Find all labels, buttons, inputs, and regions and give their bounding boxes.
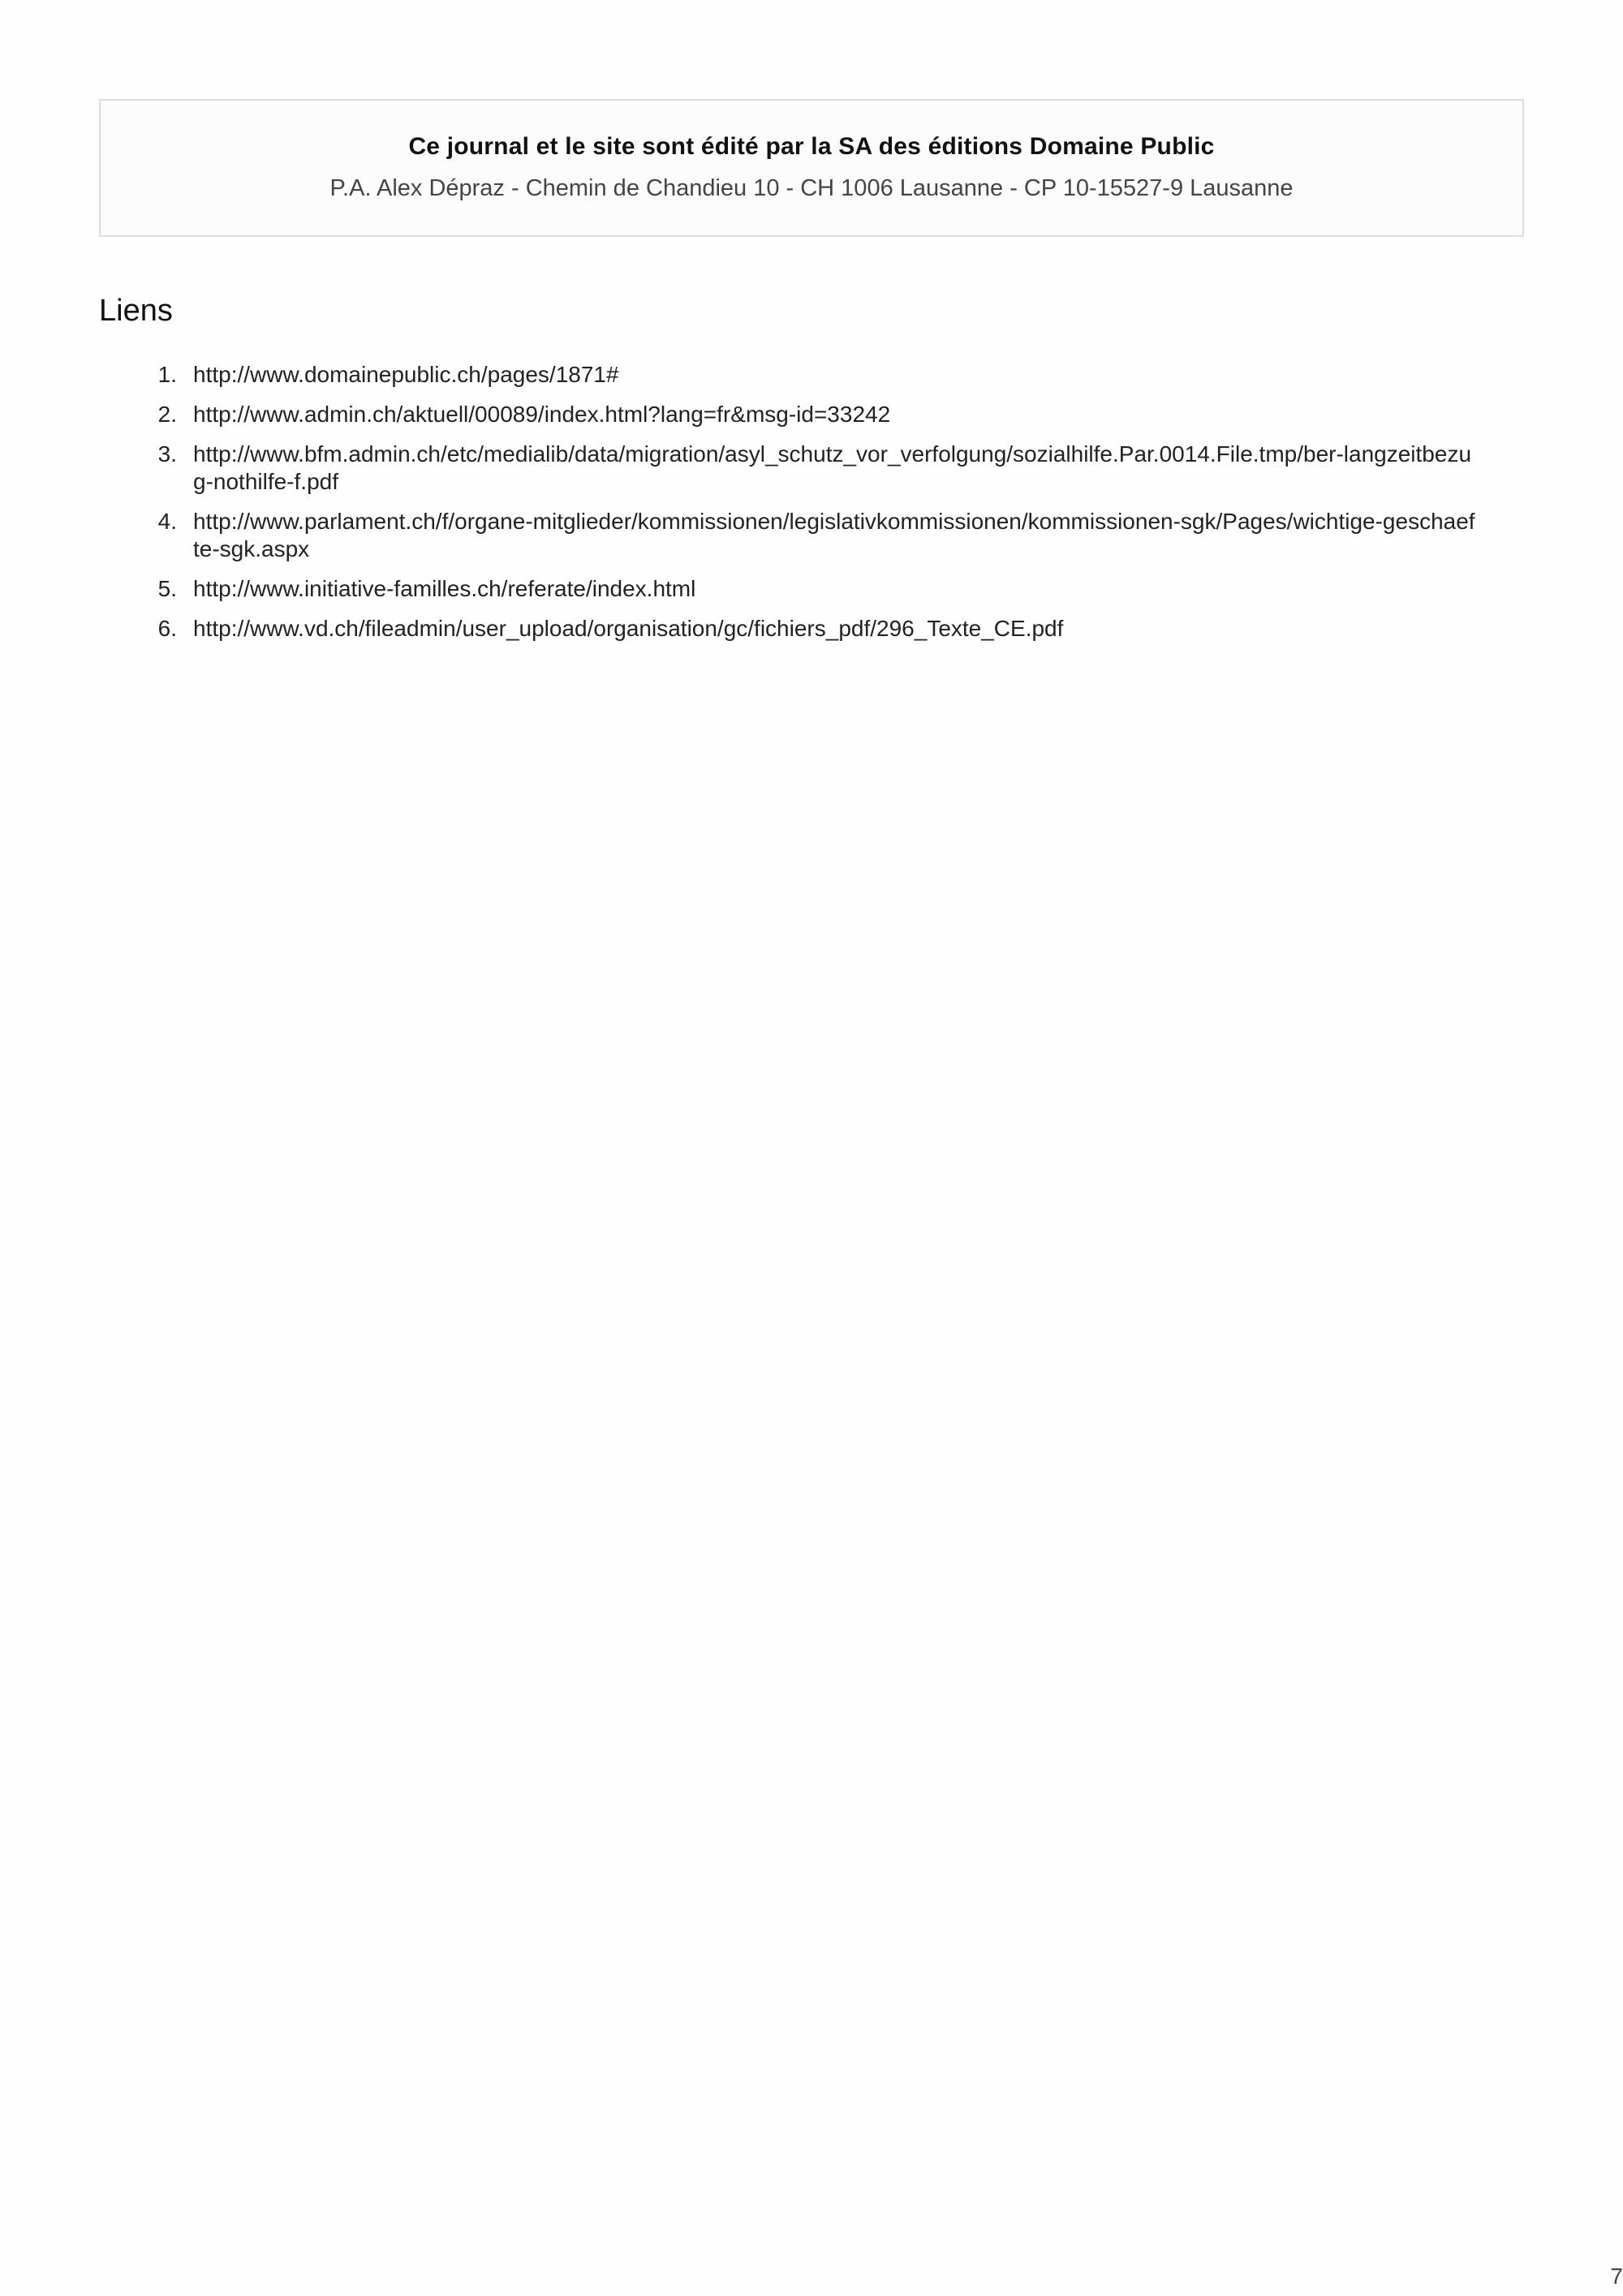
link-url[interactable]: http://www.admin.ch/aktuell/00089/index.html?lang=fr&msg-id=33242 xyxy=(193,402,891,427)
link-url[interactable]: http://www.bfm.admin.ch/etc/medialib/data/migration/asyl_schutz_vor_verfolgung/sozialhilfe.Par.0014.File.tmp/ber-langzeitbezug-nothilfe-f.pdf xyxy=(193,441,1472,494)
list-item-number: 2. xyxy=(157,402,177,427)
list-item-number: 6. xyxy=(157,616,177,641)
list-item xyxy=(99,508,1479,563)
links-list xyxy=(99,361,1479,655)
list-item-number: 5. xyxy=(157,576,177,601)
list-item xyxy=(99,361,1479,389)
link-url[interactable]: http://www.vd.ch/fileadmin/user_upload/organisation/gc/fichiers_pdf/296_Texte_CE.pdf xyxy=(193,616,1064,641)
list-item-number: 1. xyxy=(157,362,177,387)
publisher-title: Ce journal et le site sont édité par la SA des éditions Domaine Public xyxy=(408,133,1215,160)
publisher-address: P.A. Alex Dépraz - Chemin de Chandieu 10 - CH 1006 Lausanne - CP 10-15527-9 Lausanne xyxy=(329,175,1294,201)
list-item-number: 3. xyxy=(157,441,177,467)
links-heading: Liens xyxy=(99,294,173,328)
link-url[interactable]: http://www.domainepublic.ch/pages/1871# xyxy=(193,362,619,387)
link-url[interactable]: http://www.initiative-familles.ch/referate/index.html xyxy=(193,576,696,601)
list-item xyxy=(99,575,1479,603)
list-item xyxy=(99,615,1479,643)
page-number: 7 xyxy=(1610,2264,1623,2289)
publisher-box xyxy=(99,99,1524,237)
list-item xyxy=(99,441,1479,496)
list-item-number: 4. xyxy=(157,509,177,534)
list-item xyxy=(99,401,1479,428)
link-url[interactable]: http://www.parlament.ch/f/organe-mitglieder/kommissionen/legislativkommissionen/kommissionen-sgk/Pages/wichtige-geschaefte-sgk.aspx xyxy=(193,509,1475,561)
